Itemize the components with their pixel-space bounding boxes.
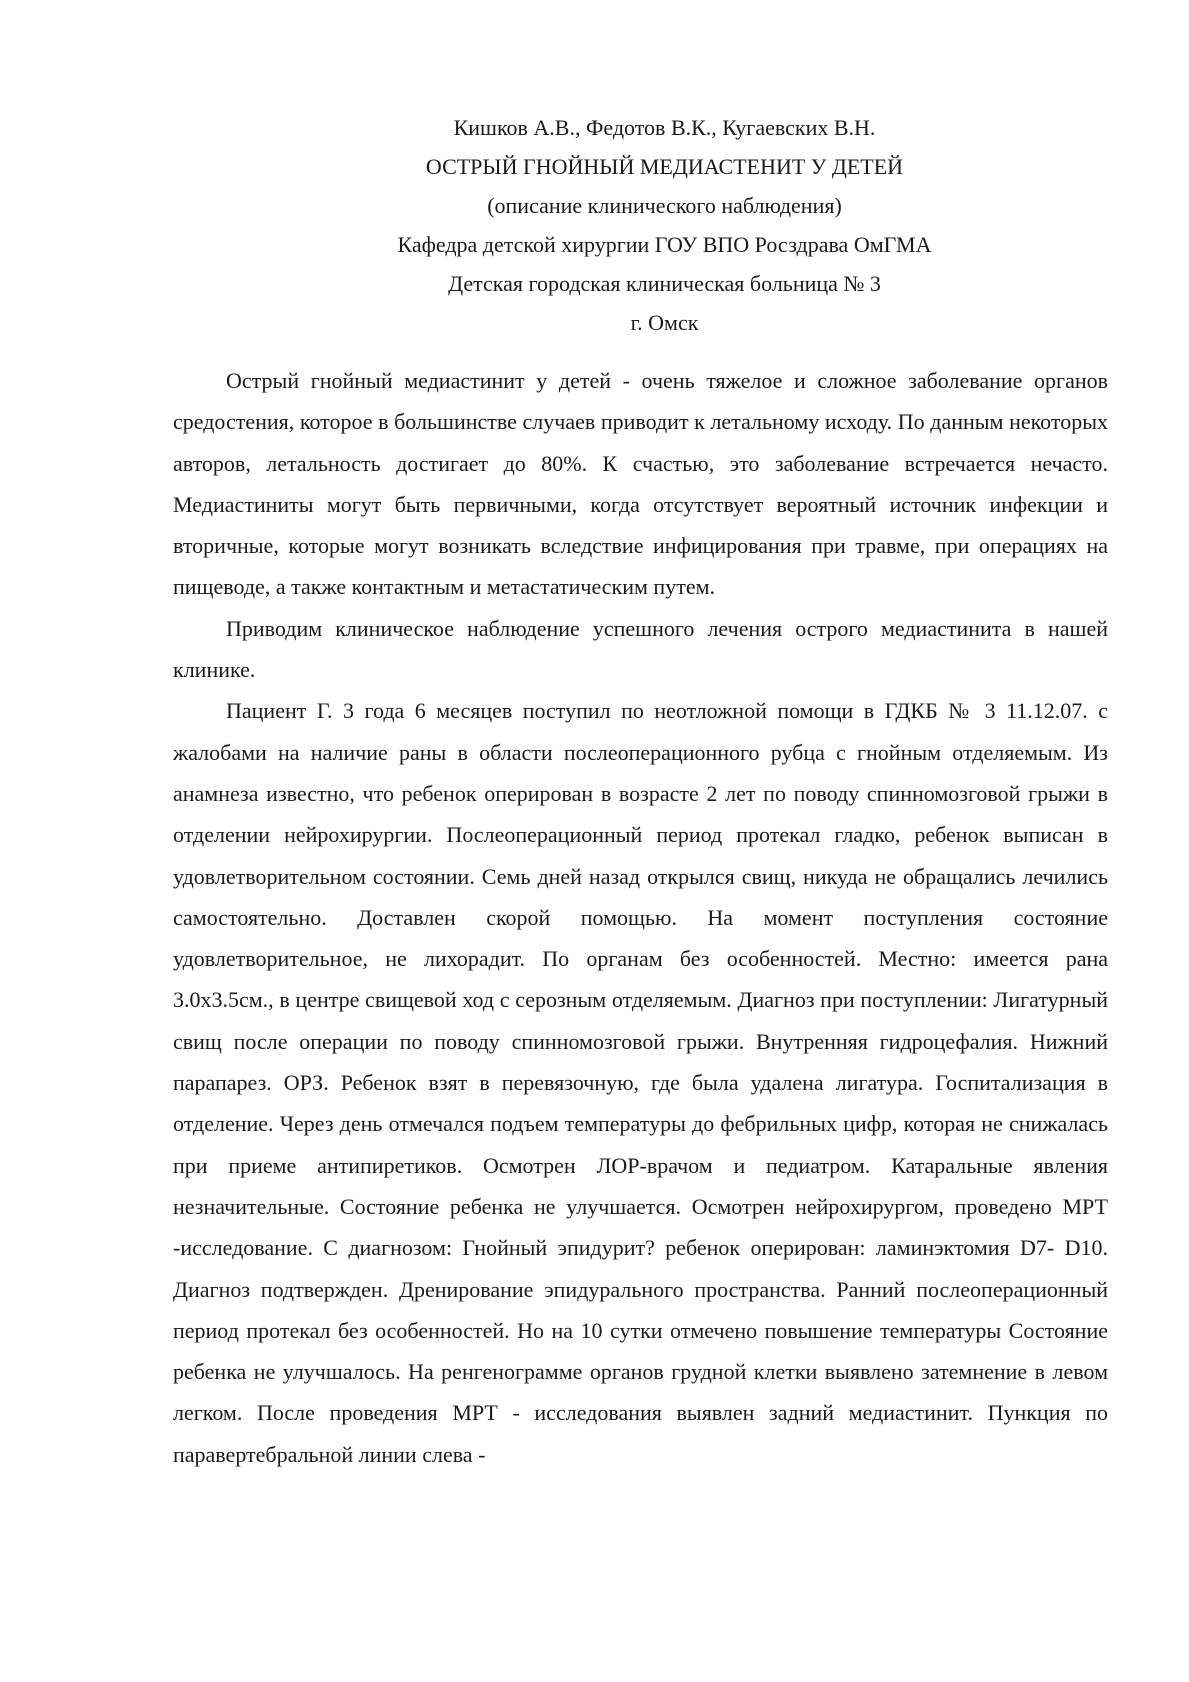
authors-line: Кишков А.В., Федотов В.К., Кугаевских В.Н. — [453, 115, 876, 140]
hospital-line: Детская городская клиническая больница № 3 — [448, 271, 881, 296]
article-header — [0, 108, 1189, 342]
paragraph-intro: Острый гнойный медиастинит у детей - очень тяжелое и сложное заболевание органов средостения, которое в большинстве случаев приводит к летальному исходу. По данным некоторых авторов, летальность достигает до 80%. К счастью, это заболевание встречается нечасто. Медиастиниты могут быть первичными, когда отсутствует вероятный источник инфекции и вторичные, которые могут возникать вследствие инфицирования при травме, при операциях на пищеводе, а также контактным и метастатическим путем. — [173, 368, 1108, 600]
department-line: Кафедра детской хирургии ГОУ ВПО Росздрава ОмГМА — [397, 232, 932, 257]
paragraph-observation: Приводим клиническое наблюдение успешного лечения острого медиастинита в нашей клинике. — [173, 615, 1108, 683]
city-line: г. Омск — [630, 310, 699, 335]
article-title: ОСТРЫЙ ГНОЙНЫЙ МЕДИАСТЕНИТ У ДЕТЕЙ — [425, 154, 904, 179]
paragraph-case: Пациент Г. 3 года 6 месяцев поступил по неотложной помощи в ГДКБ № 3 11.12.07. с жалобами на наличие раны в области послеоперационного рубца с гнойным отделяемым. Из анамнеза известно, что ребенок оперирован в возрасте 2 лет по поводу спинномозговой грыжи в отделении нейрохирургии. Послеоперационный период протекал гладко, ребенок выписан в удовлетворительном состоянии. Семь дней назад открылся свищ, никуда не обращались лечились самостоятельно. Доставлен скорой помощью. На момент поступления состояние удовлетворительное, не лихорадит. По органам без особенностей. Местно: имеется рана 3.0х3.5см., в центре свищевой ход с серозным отделяемым. Диагноз при поступлении: Лигатурный свищ после операции по поводу спинномозговой грыжи. Внутренняя гидроцефалия. Нижний парапарез. ОРЗ. Ребенок взят в перевязочную, где была удалена лигатура. Госпитализация в отделение. Через день отмечался подъем температуры до фебрильных цифр, которая не снижалась при приеме антипиретиков. Осмотрен ЛОР-врачом и педиатром. Катаральные явления незначительные. Состояние ребенка не улучшается. Осмотрен нейрохирургом, проведено МРТ -исследование. С диагнозом: Гнойный эпидурит? ребенок оперирован: ламинэктомия D7- D10. Диагноз подтвержден. Дренирование эпидурального пространства. Ранний послеоперационный период протекал без особенностей. Но на 10 сутки отмечено повышение температуры Состояние ребенка не улучшалось. На ренгенограмме органов грудной клетки выявлено затемнение в левом легком. После проведения МРТ - исследования выявлен задний медиастинит. Пункция по паравертебральной линии слева - — [173, 698, 1108, 1467]
article-subtitle: (описание клинического наблюдения) — [487, 193, 842, 218]
article-body — [173, 360, 1108, 1475]
